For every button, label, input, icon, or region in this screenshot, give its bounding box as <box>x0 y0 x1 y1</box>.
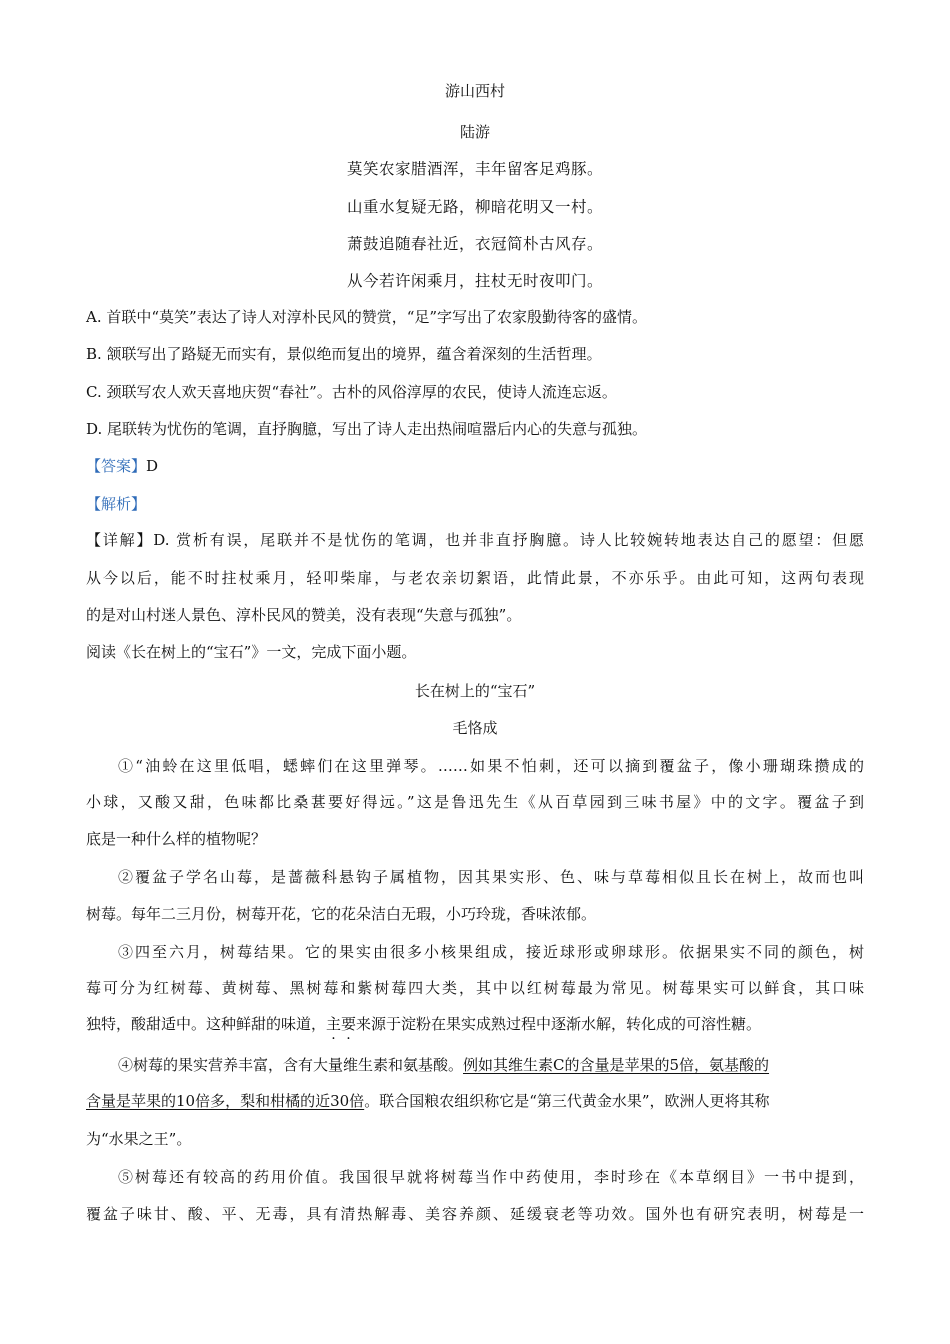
paragraph-2-line: ②覆盆子学名山莓，是蔷薇科悬钩子属植物，因其果实形、色、味与草莓相似且长在树上，故而也叫 <box>118 868 864 886</box>
detail-label: 【详解】 <box>86 531 154 549</box>
paragraph-1-line: ①“油蛉在这里低唱，蟋蟀们在这里弹琴。……如果不怕刺，还可以摘到覆盆子，像小珊瑚珠攒成的 <box>118 757 864 775</box>
analysis-label: 【解析】 <box>86 495 147 513</box>
paragraph-2-line: 树莓。每年二三月份，树莓开花，它的花朵洁白无瑕，小巧玲珑，香味浓郁。 <box>86 905 597 923</box>
poem-title: 游山西村 <box>444 82 505 100</box>
article-author: 毛恪成 <box>452 719 498 737</box>
answer-label: 【答案】 <box>86 457 147 475</box>
poem-line: 萧鼓追随春社近，衣冠简朴古风存。 <box>346 235 603 253</box>
reading-prompt: 阅读《长在树上的“宝石”》一文，完成下面小题。 <box>86 643 417 661</box>
paragraph-3-line: ③四至六月，树莓结果。它的果实由很多小核果组成，接近球形或卵球形。依据果实不同的颜色，树 <box>118 943 864 961</box>
detail-text: D. 赏析有误，尾联并不是忧伤的笔调，也并非直抒胸臆。诗人比较婉转地表达自己的愿望：但愿 <box>153 531 864 549</box>
poem-line: 从今若许闲乘月，拄杖无时夜叩门。 <box>346 272 603 290</box>
paragraph-3-line <box>86 1014 864 1034</box>
paragraph-4-text: ④树莓的果实营养丰富，含有大量维生素和氨基酸。 <box>118 1056 464 1074</box>
detail-line <box>86 530 864 550</box>
paragraph-4-text: 。联合国粮农组织称它是“第三代黄金水果”，欧洲人更将其称 <box>364 1092 770 1110</box>
paragraph-4-line: 为“水果之王”。 <box>86 1130 192 1148</box>
emphasis-char: 要 <box>341 1015 357 1033</box>
answer-value: D <box>146 457 159 475</box>
poem-author: 陆游 <box>459 123 490 141</box>
paragraph-5-line: 覆盆子味甘、酸、平、无毒，具有清热解毒、美容养颜、延缓衰老等功效。国外也有研究表明，树莓是一 <box>86 1205 864 1223</box>
paragraph-1-line: 底是一种什么样的植物呢？ <box>86 830 267 848</box>
option-a: A. 首联中“莫笑”表达了诗人对淳朴民风的赞赏，“足”字写出了农家殷勤待客的盛情。 <box>86 308 648 326</box>
detail-line: 从今以后，能不时拄杖乘月，轻叩柴扉，与老农亲切絮语，此情此景，不亦乐乎。由此可知，这两句表现 <box>86 569 864 587</box>
poem-line: 山重水复疑无路，柳暗花明又一村。 <box>346 198 603 216</box>
option-d: D. 尾联转为忧伤的笔调，直抒胸臆，写出了诗人走出热闹喧嚣后内心的失意与孤独。 <box>86 420 648 438</box>
paragraph-5-line: ⑤树莓还有较高的药用价值。我国很早就将树莓当作中药使用，李时珍在《本草纲目》一书中提到， <box>118 1168 864 1186</box>
option-c: C. 颈联写农人欢天喜地庆贺“春社”。古朴的风俗淳厚的农民，使诗人流连忘返。 <box>86 383 617 401</box>
underlined-text: 例如其维生素C的含量是苹果的5倍，氨基酸的 <box>463 1056 770 1074</box>
paragraph-3-text: 独特，酸甜适中。这种鲜甜的味道， <box>86 1015 327 1033</box>
option-b: B. 颔联写出了路疑无而实有，景似绝而复出的境界，蕴含着深刻的生活哲理。 <box>86 345 602 363</box>
paragraph-3-text: 来源于淀粉在果实成熟过程中逐渐水解，转化成的可溶性糖。 <box>356 1015 762 1033</box>
emphasis-char: 主 <box>326 1015 342 1033</box>
poem-line: 莫笑农家腊酒浑，丰年留客足鸡豚。 <box>346 160 603 178</box>
paragraph-4-line <box>118 1054 864 1075</box>
detail-line: 的是对山村迷人景色、淳朴民风的赞美，没有表现“失意与孤独”。 <box>86 606 522 624</box>
paragraph-4-line <box>86 1091 864 1111</box>
paragraph-1-line: 小球，又酸又甜，色味都比桑葚要好得远。”这是鲁迅先生《从百草园到三味书屋》中的文字。覆盆子到 <box>86 793 864 811</box>
article-title: 长在树上的“宝石” <box>414 682 536 700</box>
underlined-text: 含量是苹果的10倍多，梨和柑橘的近30倍 <box>86 1092 365 1110</box>
answer-line <box>86 455 486 476</box>
paragraph-3-line: 莓可分为红树莓、黄树莓、黑树莓和紫树莓四大类，其中以红树莓最为常见。树莓果实可以鲜食，其口味 <box>86 979 864 997</box>
